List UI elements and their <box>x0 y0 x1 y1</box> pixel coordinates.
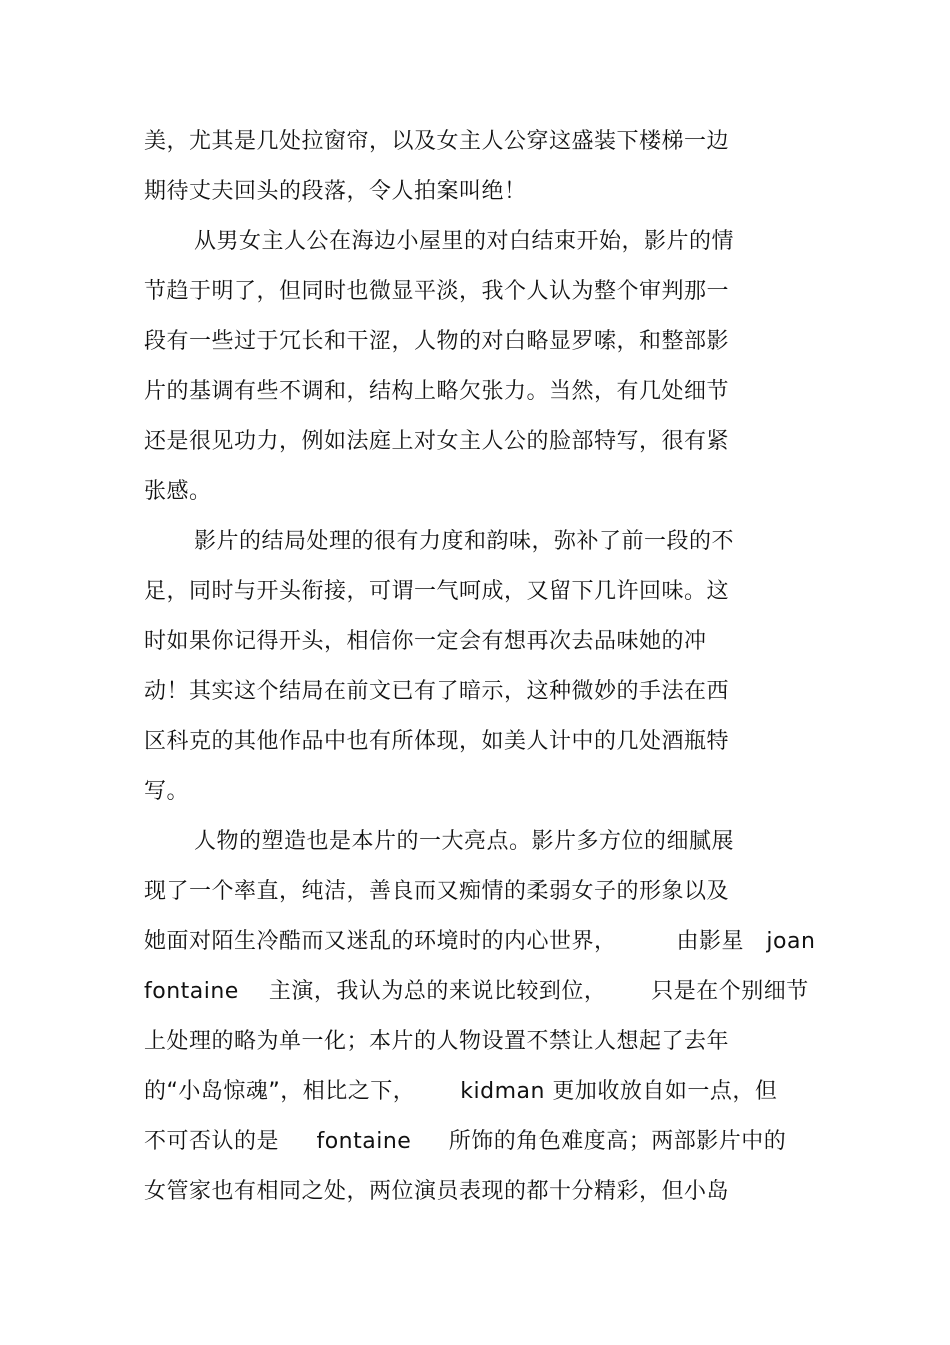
paragraph-start-line: 人物的塑造也是本片的一大亮点。影片多方位的细腻展 <box>194 829 735 854</box>
text-line: 女管家也有相同之处，两位演员表现的都十分精彩，但小岛 <box>144 1179 730 1204</box>
text-line: 美，尤其是几处拉窗帘，以及女主人公穿这盛装下楼梯一边 <box>144 129 730 154</box>
text-line: 她面对陌生冷酷而又迷乱的环境时的内心世界， 由影星 joan <box>144 929 816 954</box>
paragraph-start-line: 从男女主人公在海边小屋里的对白结束开始，影片的情 <box>194 229 735 254</box>
text-line: 还是很见功力，例如法庭上对女主人公的脸部特写，很有紧 <box>144 429 730 454</box>
text-line: 时如果你记得开头，相信你一定会有想再次去品味她的冲 <box>144 629 707 654</box>
text-line: 区科克的其他作品中也有所体现，如美人计中的几处酒瓶特 <box>144 729 730 754</box>
text-line: fontaine 主演，我认为总的来说比较到位， 只是在个别细节 <box>144 979 809 1004</box>
text-line: 片的基调有些不调和，结构上略欠张力。当然，有几处细节 <box>144 379 730 404</box>
text-line: 写。 <box>144 779 190 804</box>
text-line: 足，同时与开头衔接，可谓一气呵成，又留下几许回味。这 <box>144 579 730 604</box>
text-line: 动！其实这个结局在前文已有了暗示，这种微妙的手法在西 <box>144 679 730 704</box>
text-line: 期待丈夫回头的段落，令人拍案叫绝！ <box>144 179 527 204</box>
text-line: 现了一个率直，纯洁，善良而又痴情的柔弱女子的形象以及 <box>144 879 730 904</box>
paragraph-start-line: 影片的结局处理的很有力度和韵味，弥补了前一段的不 <box>194 529 735 554</box>
text-line: 段有一些过于冗长和干涩，人物的对白略显罗嗦，和整部影 <box>144 329 730 354</box>
text-line: 上处理的略为单一化；本片的人物设置不禁让人想起了去年 <box>144 1029 730 1054</box>
text-line: 不可否认的是 fontaine 所饰的角色难度高；两部影片中的 <box>144 1129 787 1154</box>
text-line: 张感。 <box>144 479 212 504</box>
text-line: 节趋于明了，但同时也微显平淡，我个人认为整个审判那一 <box>144 279 730 304</box>
text-line: 的“小岛惊魂”，相比之下， kidman 更加收放自如一点，但 <box>144 1079 778 1104</box>
